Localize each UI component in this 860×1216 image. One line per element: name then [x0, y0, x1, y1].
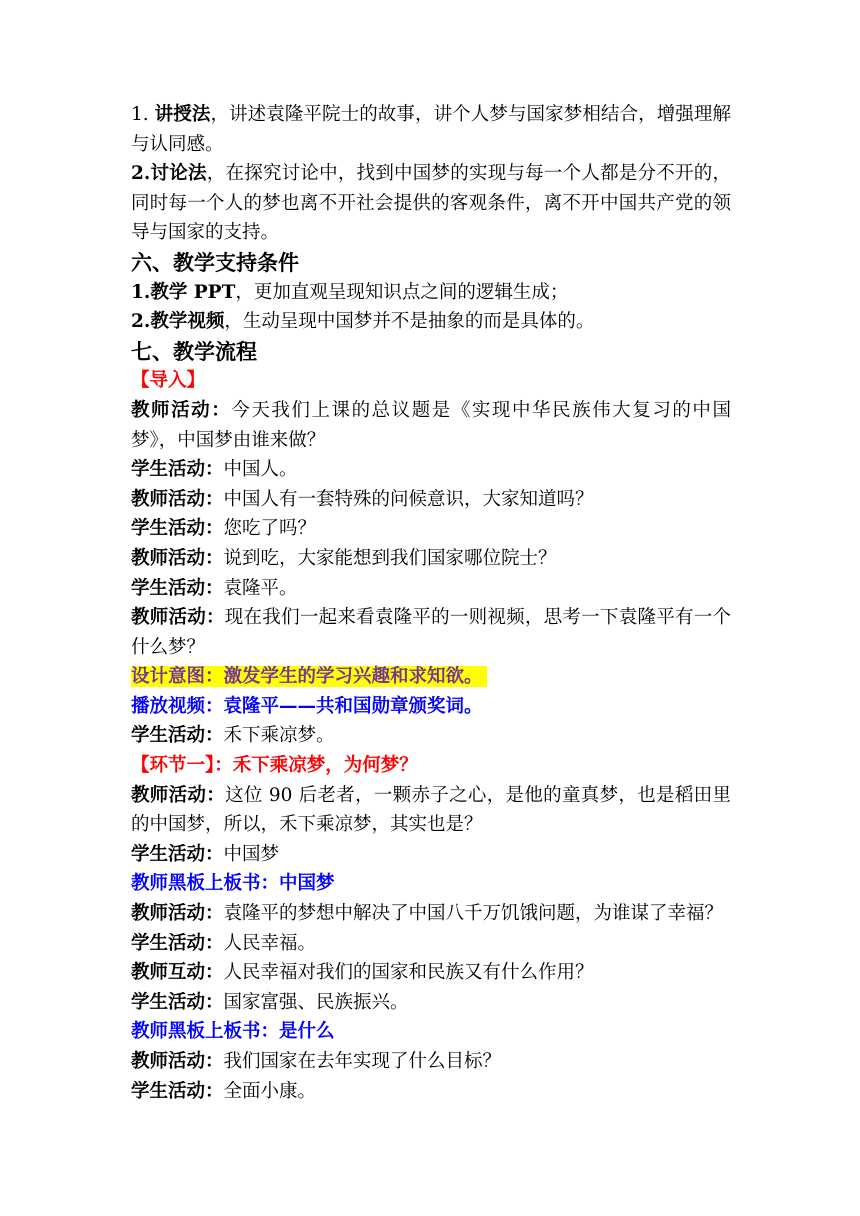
dialogue-text: 这位 90 后老者，一颗赤子之心，是他的童真梦，也是稻田里的中国梦，所以，禾下乘凉梦，其实也是？ — [131, 784, 731, 836]
dialogue-role: 学生活动： — [131, 725, 224, 747]
method-2-number: 2. — [131, 163, 151, 185]
dialogue-text: 人民幸福。 — [223, 932, 317, 954]
dialogue-line — [131, 958, 731, 988]
dialogue-line — [131, 721, 731, 751]
dialogue-text: 中国人有一套特殊的问候意识，大家知道吗？ — [223, 488, 594, 510]
dialogue-role: 教师活动： — [131, 784, 226, 806]
dialogue-line — [131, 1077, 731, 1107]
board-note-2: 教师黑板上板书：是什么 — [131, 1021, 335, 1043]
dialogue-line — [131, 781, 731, 840]
dialogue-text: 人民幸福对我们的国家和民族又有什么作用？ — [223, 962, 594, 984]
dialogue-text: 中国梦 — [223, 843, 280, 865]
dialogue-role: 学生活动： — [131, 991, 224, 1013]
dialogue-role: 教师活动： — [131, 547, 224, 569]
dialogue-line — [131, 455, 731, 485]
method-1-number: 1. — [131, 104, 149, 125]
dialogue-text: 国家富强、民族振兴。 — [223, 991, 409, 1013]
dialogue-role: 学生活动： — [131, 577, 224, 599]
method-1-text: ，讲述袁隆平院士的故事，讲个人梦与国家梦相结合，增强理解与认同感。 — [131, 104, 731, 155]
dialogue-line — [131, 840, 731, 870]
support-item-1-number: 1. — [131, 281, 151, 303]
link-1-tag: 【环节一】：禾下乘凉梦，为何梦？ — [131, 755, 418, 777]
dialogue-line — [131, 574, 731, 604]
method-1-title: 讲授法 — [154, 104, 211, 125]
dialogue-text: 全面小康。 — [223, 1080, 317, 1102]
dialogue-text: 袁隆平。 — [223, 577, 298, 599]
dialogue-line — [131, 396, 731, 455]
intro-tag: 【导入】 — [131, 370, 206, 392]
play-video-note: 播放视频：袁隆平——共和国勋章颁奖词。 — [131, 695, 483, 717]
method-2-text: ，在探究讨论中，找到中国梦的实现与每一个人都是分不开的，同时每一个人的梦也离不开社会提供的客观条件，离不开中国共产党的领导与国家的支持。 — [131, 163, 731, 244]
dialogue-role: 学生活动： — [131, 843, 224, 865]
dialogue-line — [131, 485, 731, 515]
support-item-2 — [131, 307, 731, 337]
support-item-2-number: 2. — [131, 311, 151, 333]
dialogue-role: 教师活动： — [131, 488, 224, 510]
design-intent-text: 设计意图：激发学生的学习兴趣和求知欲。 — [131, 666, 487, 687]
dialogue-role: 教师活动： — [131, 903, 224, 925]
dialogue-line — [131, 988, 731, 1018]
dialogue-line — [131, 514, 731, 544]
dialogue-text: 说到吃，大家能想到我们国家哪位院士？ — [223, 547, 557, 569]
dialogue-text: 您吃了吗？ — [223, 518, 317, 540]
support-item-2-text: ，生动呈现中国梦并不是抽象的而是具体的。 — [224, 311, 595, 333]
dialogue-role: 学生活动： — [131, 459, 224, 481]
dialogue-line — [131, 1047, 731, 1077]
dialogue-text: 现在我们一起来看袁隆平的一则视频，思考一下袁隆平有一个什么梦？ — [131, 607, 731, 658]
support-item-1-title: 教学 PPT — [150, 281, 236, 303]
section-6-heading: 六、教学支持条件 — [131, 249, 299, 275]
board-note-1: 教师黑板上板书：中国梦 — [131, 873, 335, 895]
method-2-title: 讨论法 — [150, 163, 207, 185]
method-1 — [131, 100, 731, 159]
design-intent — [131, 662, 731, 692]
dialogue-line — [131, 929, 731, 959]
dialogue-text: 禾下乘凉梦。 — [223, 725, 335, 747]
dialogue-line — [131, 899, 731, 929]
method-2 — [131, 159, 731, 248]
dialogue-text: 今天我们上课的总议题是《实现中华民族伟大复习的中国梦》，中国梦由谁来做？ — [131, 399, 731, 451]
dialogue-text: 中国人。 — [223, 459, 298, 481]
dialogue-text: 我们国家在去年实现了什么目标？ — [223, 1051, 502, 1072]
document-body — [131, 100, 731, 1106]
dialogue-role: 学生活动： — [131, 518, 224, 540]
support-item-2-title: 教学视频 — [150, 311, 225, 333]
dialogue-role: 教师活动： — [131, 607, 225, 629]
dialogue-role: 教师活动： — [131, 399, 232, 421]
dialogue-role: 教师活动： — [131, 1051, 224, 1072]
section-7-heading: 七、教学流程 — [131, 338, 257, 364]
support-item-1-text: ，更加直观呈现知识点之间的逻辑生成； — [235, 281, 569, 303]
dialogue-role: 教师互动： — [131, 962, 224, 984]
support-item-1 — [131, 278, 731, 308]
dialogue-role: 学生活动： — [131, 1080, 224, 1102]
dialogue-text: 袁隆平的梦想中解决了中国八千万饥饿问题，为谁谋了幸福？ — [223, 903, 724, 925]
dialogue-role: 学生活动： — [131, 932, 224, 954]
dialogue-line — [131, 544, 731, 574]
dialogue-line — [131, 603, 731, 662]
